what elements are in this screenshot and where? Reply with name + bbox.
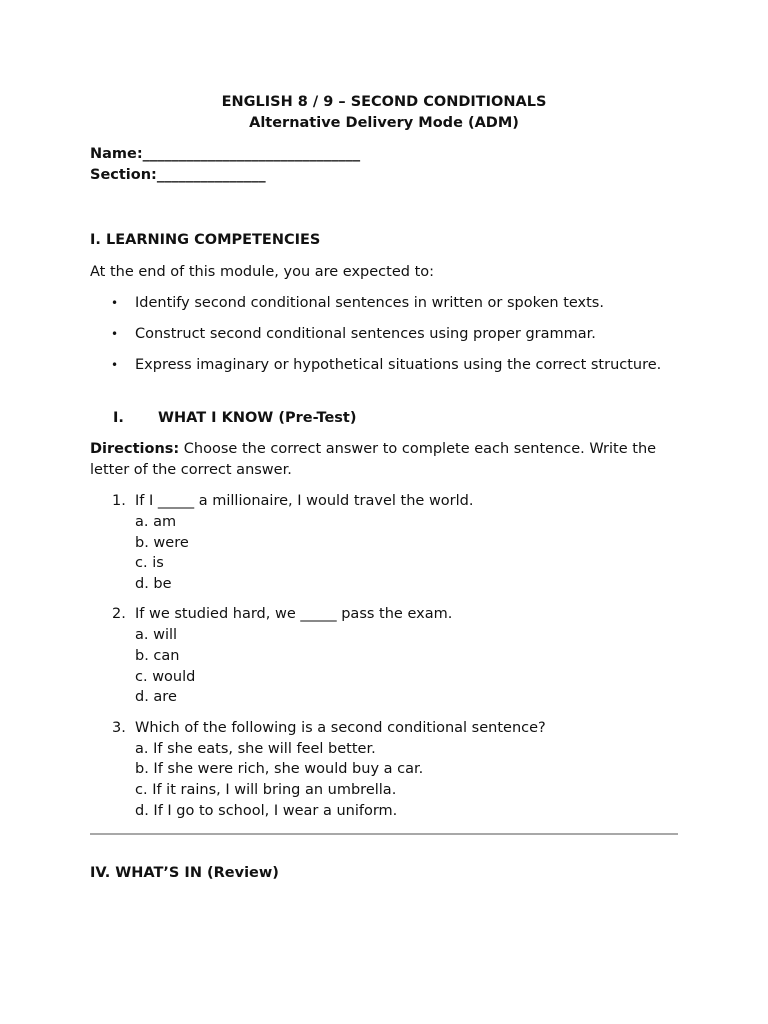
question-number: 3. [112, 719, 126, 736]
pretest-title: WHAT I KNOW (Pre-Test) [158, 410, 357, 426]
review-heading: IV. WHAT’S IN (Review) [90, 865, 279, 882]
option-b: b. can [135, 647, 180, 664]
question-text: Which of the following is a second conditional sentence? [135, 719, 546, 736]
competency-text: Express imaginary or hypothetical situations using the correct structure. [135, 357, 662, 373]
directions-text: Choose the correct answer to complete each sentence. Write the letter of the correct answer. [90, 441, 657, 478]
option-a: a. will [135, 627, 178, 644]
question-text: If we studied hard, we _____ pass the exam. [135, 606, 453, 623]
name-field: Name:______________________________ [90, 146, 361, 162]
question-item [90, 718, 678, 821]
document-subtitle: Alternative Delivery Mode (ADM) [249, 115, 519, 131]
option-b: b. If she were rich, she would buy a car. [135, 761, 424, 778]
competencies-heading: I. LEARNING COMPETENCIES [90, 232, 321, 248]
question-item [90, 604, 678, 707]
bullet-icon: • [111, 358, 119, 372]
section-divider [90, 833, 678, 835]
bullet-icon: • [111, 327, 119, 341]
option-c: c. is [135, 555, 164, 572]
option-c: c. If it rains, I will bring an umbrella. [135, 781, 397, 798]
pretest-heading [90, 408, 678, 428]
list-item [90, 293, 678, 314]
directions [90, 439, 678, 481]
competencies-list [90, 293, 678, 376]
list-item [90, 324, 678, 345]
question-item [90, 491, 678, 594]
module-page [90, 90, 678, 883]
pretest-number: I. [113, 410, 124, 426]
document-title: ENGLISH 8 / 9 – SECOND CONDITIONALS [221, 94, 547, 110]
option-c: c. would [135, 668, 196, 685]
option-a: a. If she eats, she will feel better. [135, 740, 376, 757]
question-text: If I _____ a millionaire, I would travel the world. [135, 493, 474, 509]
directions-label: Directions: [90, 441, 180, 457]
student-fields [90, 144, 678, 186]
question-number: 1. [112, 493, 126, 509]
bullet-icon: • [111, 296, 119, 310]
section-field: Section:_______________ [90, 167, 266, 183]
question-list [90, 491, 678, 821]
option-d: d. be [135, 575, 172, 592]
option-d: d. If I go to school, I wear a uniform. [135, 802, 398, 819]
question-number: 2. [112, 606, 126, 623]
option-d: d. are [135, 689, 177, 706]
competency-text: Construct second conditional sentences using proper grammar. [135, 326, 596, 342]
option-a: a. am [135, 514, 177, 530]
competencies-intro: At the end of this module, you are expected to: [90, 264, 435, 280]
list-item [90, 355, 678, 376]
option-b: b. were [135, 534, 189, 551]
competency-text: Identify second conditional sentences in written or spoken texts. [135, 295, 604, 311]
